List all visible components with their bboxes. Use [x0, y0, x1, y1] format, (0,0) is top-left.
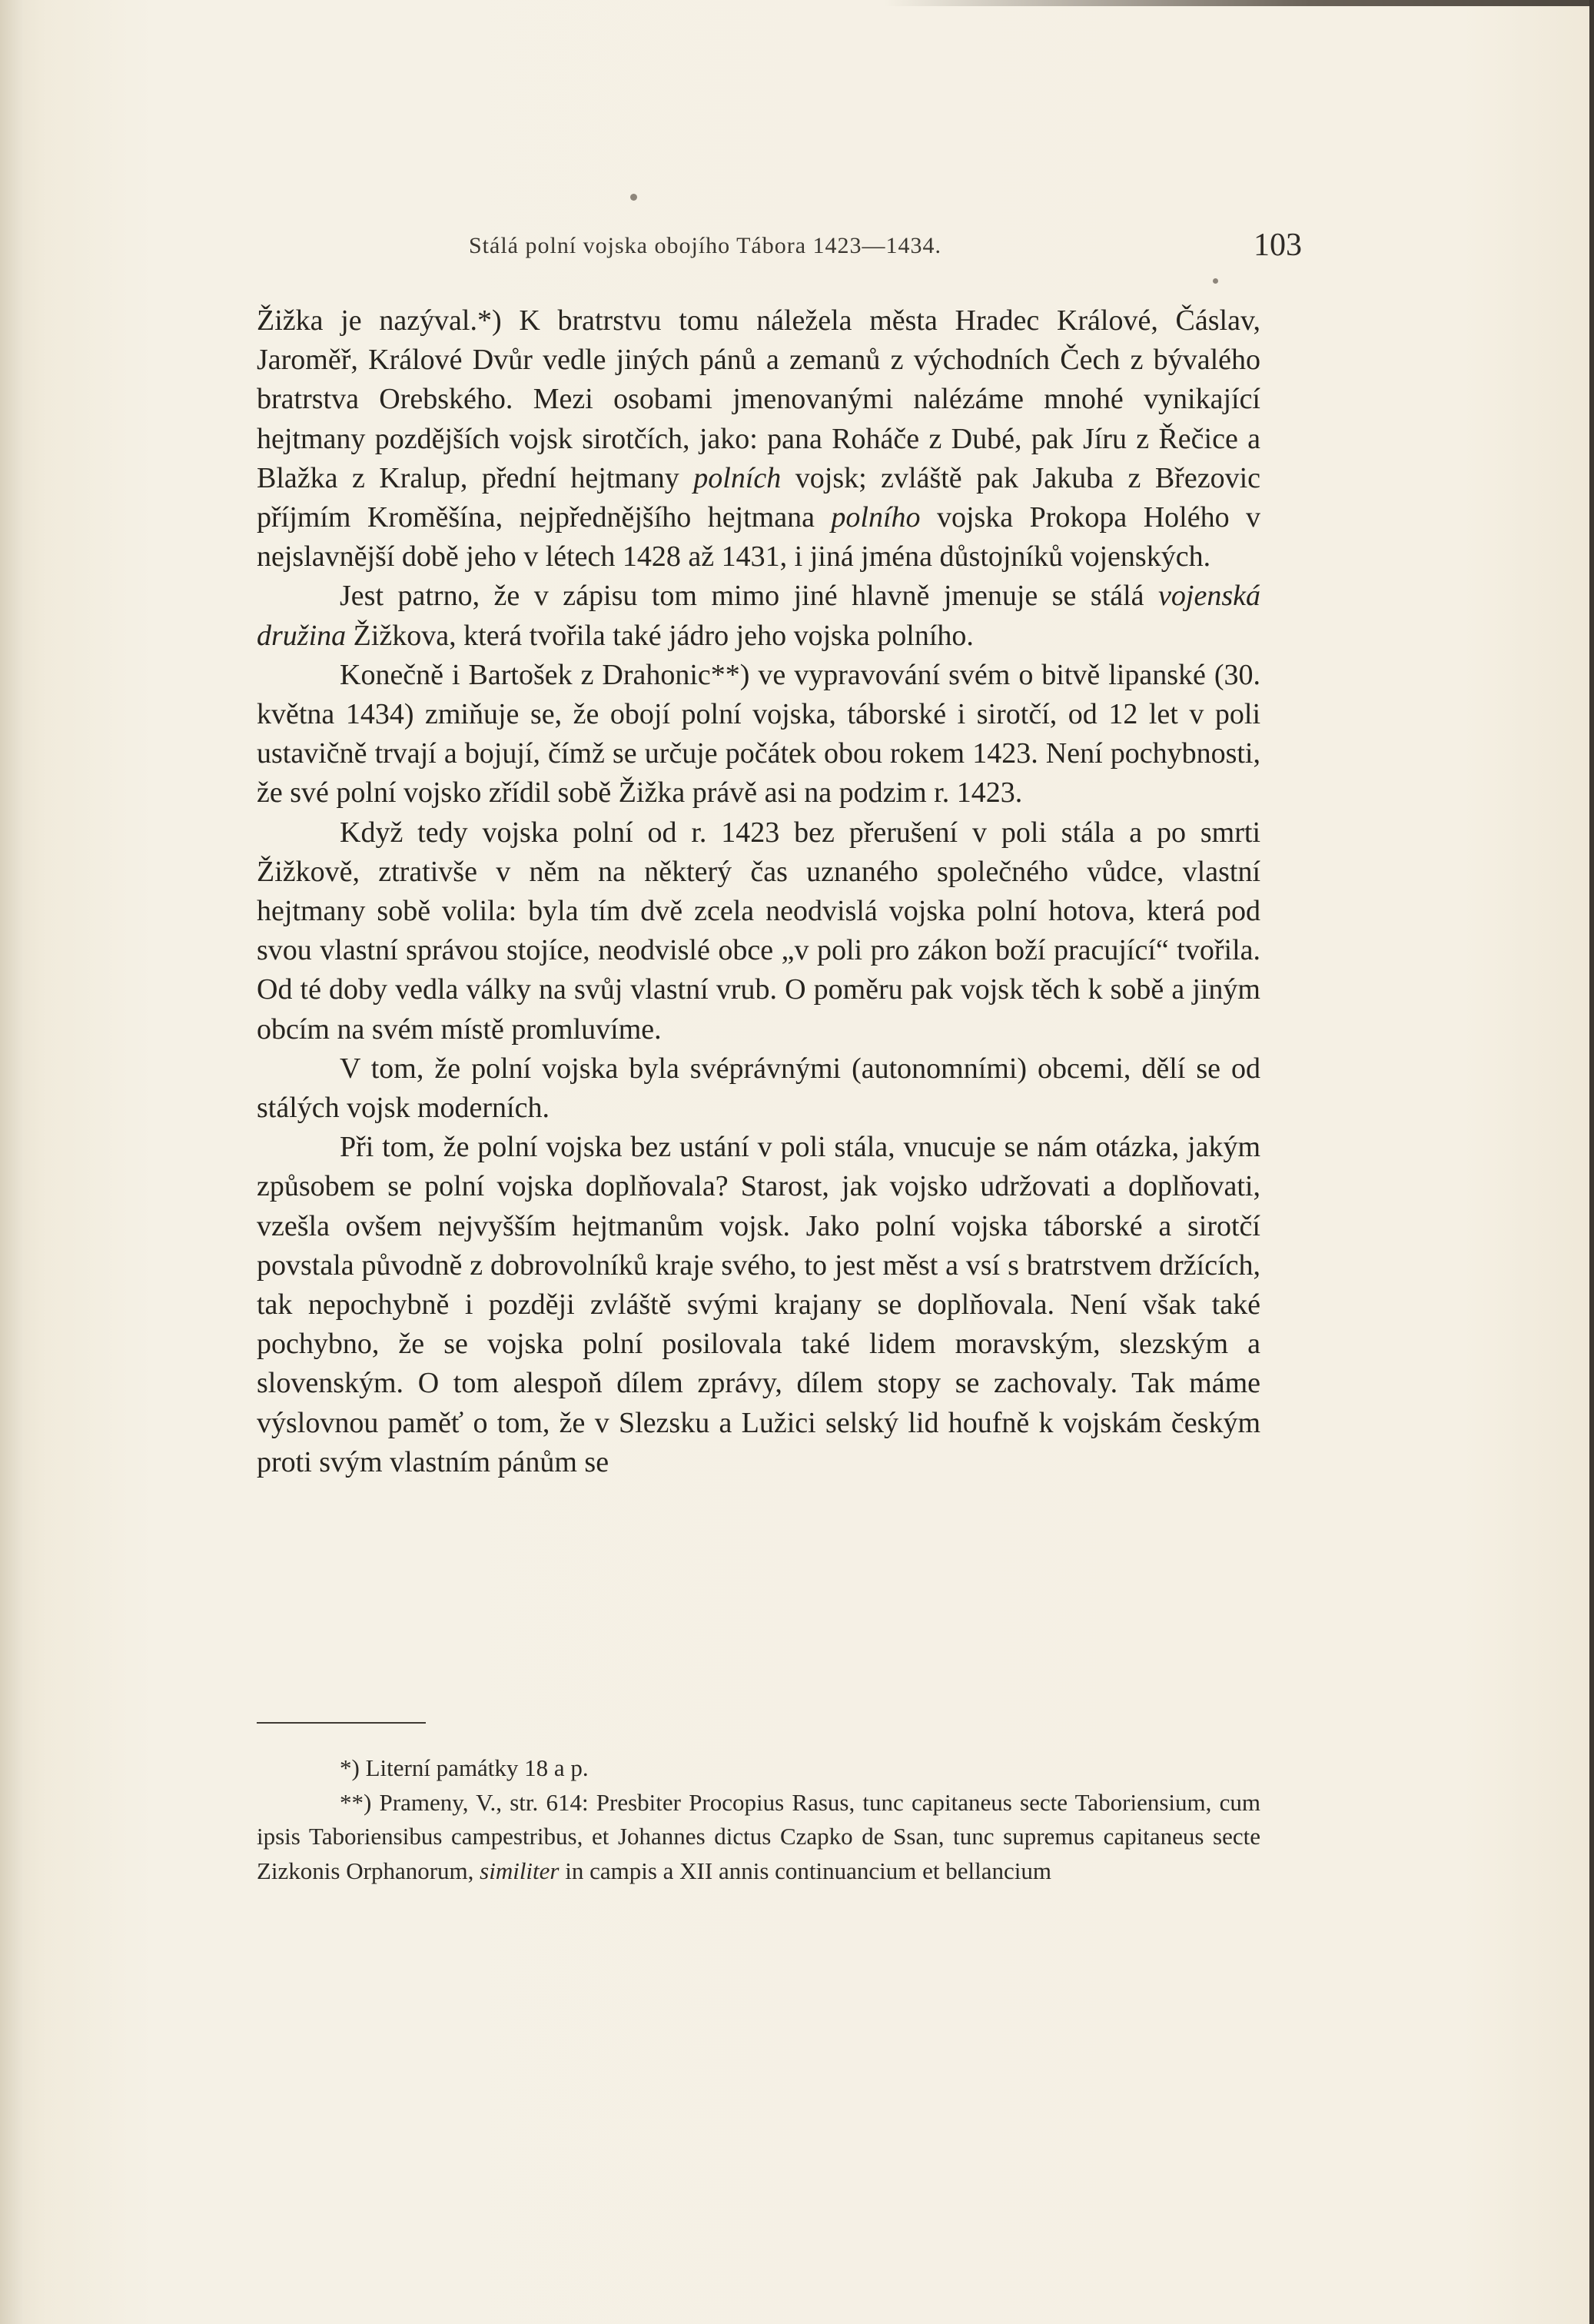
paper-speck — [630, 194, 637, 201]
footnote-2 — [257, 1786, 1260, 1889]
page-number: 103 — [1254, 228, 1302, 263]
paragraph-6: Při tom, že polní vojska bez ustání v poli stála, vnucuje se nám otázka, jakým způsobem se polní vojska doplňovala? Starost, jak vojsko udržovati a doplňovati, vzešla ovšem nejvyšším hejtmanům vojsk. Jako polní vojska táborské a sirotčí povstala původně z dobrovolníků kraje svého, to jest měst a vsí s bratrstvem držících, tak nepochybně i později zvláště svými krajany se doplňovala. Není však také pochybno, že se vojska polní posilovala také lidem moravským, slezským a slovenským. O tom alespoň dílem zprávy, dílem stopy se zachovaly. Tak máme výslovnou paměť o tom, že v Slezsku a Lužici selský lid houfně k vojskám českým proti svým vlastním pánům se — [257, 1131, 1260, 1478]
page-header — [254, 227, 1307, 273]
footnotes — [257, 1751, 1260, 1888]
footnote-2-text-b: in campis a XII annis continuancium et bellancium — [559, 1857, 1051, 1884]
main-text — [257, 301, 1260, 1482]
paragraph-2-text-a: Jest patrno, že v zápisu tom mimo jiné hlavně jmenuje se stálá — [340, 580, 1159, 613]
italic-similiter: similiter — [480, 1857, 560, 1884]
italic-vojenska-druzina: vojenská družina — [257, 580, 1260, 652]
paragraph-1-text-b: vojsk; zvláště pak Jakuba z Březovic příjmím Kroměšína, nejpřednějšího hejtmana — [257, 461, 1260, 534]
italic-polniho: polního — [831, 501, 921, 534]
footnote-1: *) Literní památky 18 a p. — [340, 1754, 589, 1781]
footnote-2-text-a: **) Prameny, V., str. 614: Presbiter Procopius Rasus, tunc capitaneus secte Taboriensium, cum ipsis Taboriensibus campestribus, et Johannes dictus Czapko de Ssan, tunc supremus capitaneus secte Zizkonis Orphanorum, — [257, 1788, 1260, 1884]
top-edge-shadow — [884, 0, 1594, 6]
paragraph-4: Když tedy vojska polní od r. 1423 bez přerušení v poli stála a po smrti Žižkově, ztrativše v něm na některý čas uznaného společného vůdce, vlastní hejtmany sobě volila: byla tím dvě zcela neodvislá vojska polní hotova, která pod svou vlastní správou stojíce, neodvislé obce „v poli pro zákon boží pracující“ tvořila. Od té doby vedla války na svůj vlastní vrub. O poměru pak vojsk těch k sobě a jiným obcím na svém místě promluvíme. — [257, 816, 1260, 1046]
right-edge-shadow — [1589, 0, 1594, 2324]
paragraph-1-text-c: vojska Prokopa Holého v nejslavnější době jeho v létech 1428 až 1431, i jiná jména důstojníků vojenských. — [257, 501, 1260, 574]
running-head: Stálá polní vojska obojího Tábora 1423—1434. — [469, 233, 942, 258]
italic-polnich: polních — [693, 461, 782, 494]
footnote-rule — [257, 1722, 426, 1724]
paragraph-5: V tom, že polní vojska byla svéprávnými (autonomními) obcemi, dělí se od stálých vojsk moderních. — [257, 1052, 1260, 1125]
paragraph-1-text-a: Žižka je nazýval.*) K bratrstvu tomu náležela města Hradec Králové, Čáslav, Jaroměř, Králové Dvůr vedle jiných pánů a zemanů z východních Čech z bývalého bratrstva Orebského. Mezi osobami jmenovanými nalézáme mnohé vynikající hejtmany pozdějších vojsk sirotčích, jako: pana Roháče z Dubé, pak Jíru z Řečice a Blažka z Kralup, přední hejtmany — [257, 304, 1260, 494]
paragraph-1 — [257, 301, 1260, 577]
paragraph-3: Konečně i Bartošek z Drahonic**) ve vypravování svém o bitvě lipanské (30. května 1434) zmiňuje se, že obojí polní vojska, táborské i sirotčí, od 12 let v poli ustavičně trvají a bojují, čímž se určuje počátek obou rokem 1423. Není pochybnosti, že své polní vojsko zřídil sobě Žižka právě asi na podzim r. 1423. — [257, 658, 1260, 810]
paragraph-2-text-b: Žižkova, která tvořila také jádro jeho vojska polního. — [346, 619, 974, 652]
paragraph-2 — [257, 577, 1260, 655]
paper-speck — [1213, 278, 1218, 284]
page-binding-shadow — [0, 0, 23, 2324]
